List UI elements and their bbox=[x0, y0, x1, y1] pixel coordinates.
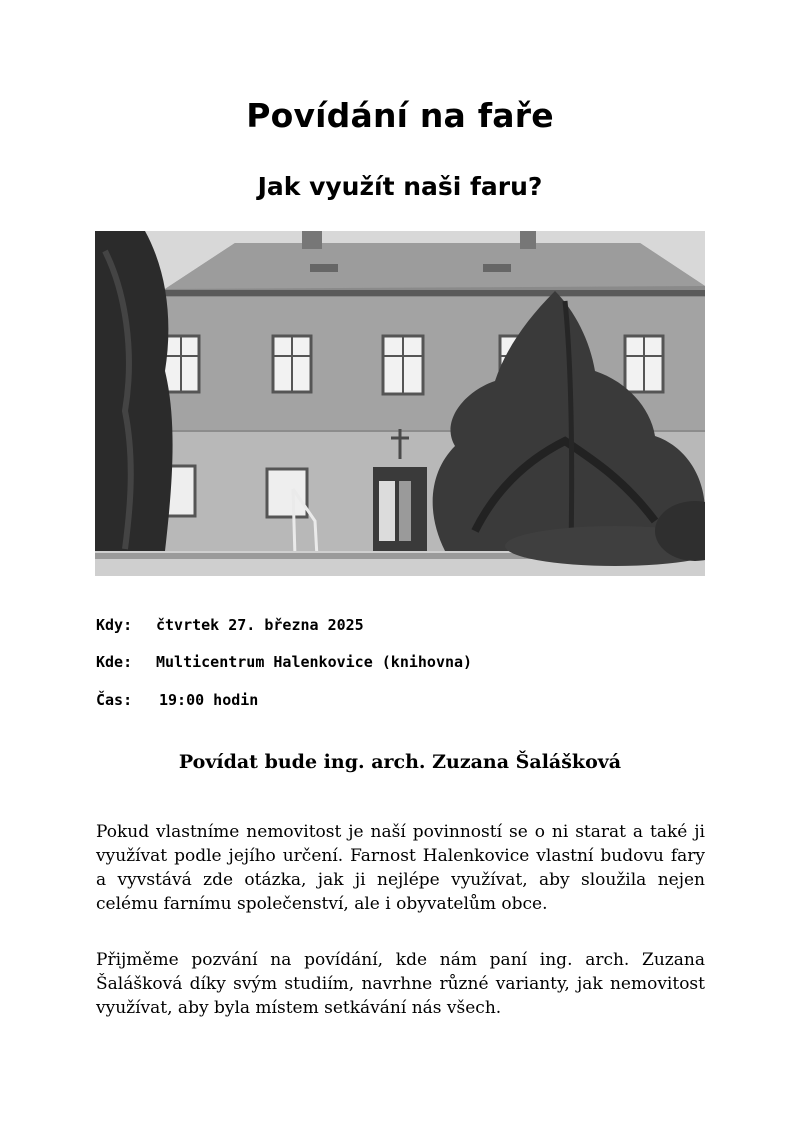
page-subtitle: Jak využít naši faru? bbox=[257, 172, 543, 201]
info-time bbox=[96, 691, 258, 709]
where-label: Kde: bbox=[96, 653, 133, 671]
parish-house-photo bbox=[95, 231, 705, 576]
when-value: čtvrtek 27. března 2025 bbox=[156, 616, 364, 634]
paragraph-invitation: Přijměme pozvání na povídání, kde nám paní ing. arch. Zuzana Šalášková díky svým studiím, navrhne různé varianty, jak nemovitost využívat, aby byla místem setkávání nás všech. bbox=[96, 950, 705, 1018]
speaker-heading: Povídat bude ing. arch. Zuzana Šalášková bbox=[178, 751, 622, 773]
time-label: Čas: bbox=[96, 691, 133, 709]
page-title: Povídání na faře bbox=[246, 96, 554, 135]
paragraph-intro: Pokud vlastníme nemovitost je naší povinností se o ni starat a také ji využívat podle jejího určení. Farnost Halenkovice vlastní budovu fary a vyvstává zde otázka, jak ji nejlépe využívat, aby sloužila nejen celému farnímu společenství, ale i obyvatelům obce. bbox=[96, 822, 705, 914]
where-value: Multicentrum Halenkovice (knihovna) bbox=[156, 653, 473, 671]
info-where bbox=[96, 653, 472, 671]
when-label: Kdy: bbox=[96, 616, 133, 634]
info-when bbox=[96, 616, 364, 634]
time-value: 19:00 hodin bbox=[159, 691, 259, 709]
